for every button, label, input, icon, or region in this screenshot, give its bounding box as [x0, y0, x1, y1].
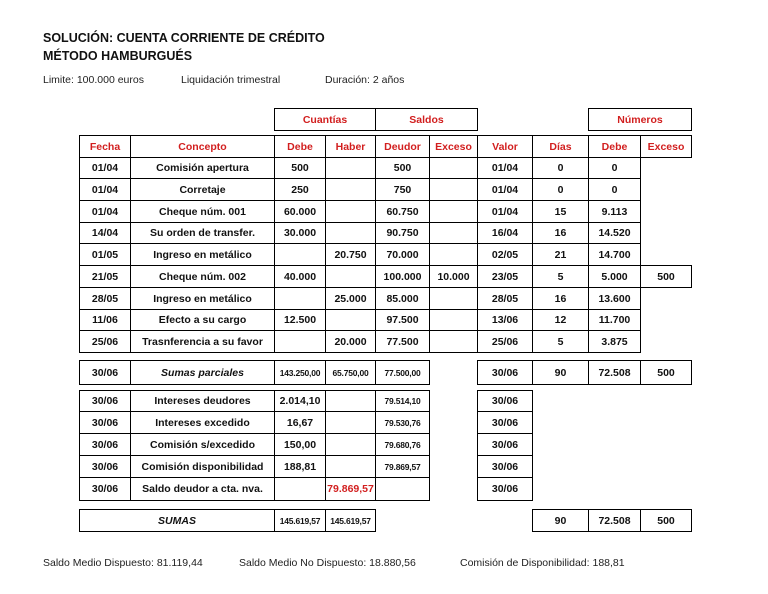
closing-debe: 2.014,10 [274, 390, 326, 412]
cell-valor: 13/06 [477, 309, 533, 331]
totals-dias: 90 [532, 509, 589, 532]
closing-valor: 30/06 [477, 477, 533, 501]
closing-fecha: 30/06 [79, 455, 131, 478]
cell-fecha: 01/04 [79, 200, 131, 223]
column-header-debe: Debe [274, 135, 326, 158]
column-header-num-exceso: Exceso [640, 135, 692, 158]
column-header-haber: Haber [325, 135, 376, 158]
column-header-deudor: Deudor [375, 135, 430, 158]
cell-exceso [429, 222, 478, 244]
closing-fecha: 30/06 [79, 477, 131, 501]
closing-concepto: Comisión s/excedido [130, 433, 275, 456]
avg-drawn-balance: Saldo Medio Dispuesto: 81.119,44 [43, 557, 203, 569]
cell-deudor: 90.750 [375, 222, 430, 244]
closing-deudor: 79.514,10 [375, 390, 430, 412]
totals-debe: 145.619,57 [274, 509, 326, 532]
cell-debe [274, 287, 326, 310]
column-header-fecha: Fecha [79, 135, 131, 158]
cell-dias: 16 [532, 287, 589, 310]
cell-exceso: 10.000 [429, 265, 478, 288]
group-header-numeros: Números [588, 108, 692, 131]
partial-dias: 90 [532, 360, 589, 385]
cell-fecha: 21/05 [79, 265, 131, 288]
cell-dias: 12 [532, 309, 589, 331]
cell-exceso [429, 200, 478, 223]
cell-valor: 01/04 [477, 178, 533, 201]
closing-debe: 150,00 [274, 433, 326, 456]
column-header-dias: Días [532, 135, 589, 158]
cell-debe: 500 [274, 157, 326, 179]
cell-debe [274, 330, 326, 353]
cell-num-debe: 0 [588, 178, 641, 201]
cell-deudor: 750 [375, 178, 430, 201]
partial-num-exceso: 500 [640, 360, 692, 385]
closing-deudor [375, 477, 430, 501]
cell-deudor: 100.000 [375, 265, 430, 288]
cell-num-debe: 0 [588, 157, 641, 179]
cell-concepto: Corretaje [130, 178, 275, 201]
settlement-text: Liquidación trimestral [181, 74, 281, 86]
cell-fecha: 14/04 [79, 222, 131, 244]
partial-debe: 143.250,00 [274, 360, 326, 385]
cell-dias: 16 [532, 222, 589, 244]
cell-valor: 23/05 [477, 265, 533, 288]
cell-fecha: 11/06 [79, 309, 131, 331]
cell-haber [325, 200, 376, 223]
cell-debe: 30.000 [274, 222, 326, 244]
cell-concepto: Su orden de transfer. [130, 222, 275, 244]
closing-fecha: 30/06 [79, 433, 131, 456]
cell-exceso [429, 309, 478, 331]
cell-concepto: Comisión apertura [130, 157, 275, 179]
cell-valor: 01/04 [477, 200, 533, 223]
cell-fecha: 01/05 [79, 243, 131, 266]
cell-concepto: Cheque núm. 002 [130, 265, 275, 288]
totals-label: SUMAS [79, 509, 275, 532]
closing-concepto: Intereses deudores [130, 390, 275, 412]
closing-debe: 16,67 [274, 411, 326, 434]
closing-haber: 79.869,57 [325, 477, 376, 501]
cell-dias: 0 [532, 178, 589, 201]
cell-fecha: 01/04 [79, 157, 131, 179]
closing-valor: 30/06 [477, 433, 533, 456]
cell-haber [325, 178, 376, 201]
cell-dias: 21 [532, 243, 589, 266]
cell-exceso [429, 157, 478, 179]
column-header-valor: Valor [477, 135, 533, 158]
partial-deudor: 77.500,00 [375, 360, 430, 385]
cell-num-exceso: 500 [640, 265, 692, 288]
cell-deudor: 60.750 [375, 200, 430, 223]
cell-num-debe: 14.700 [588, 243, 641, 266]
cell-haber: 25.000 [325, 287, 376, 310]
cell-deudor: 500 [375, 157, 430, 179]
cell-deudor: 85.000 [375, 287, 430, 310]
cell-haber [325, 309, 376, 331]
cell-num-debe: 5.000 [588, 265, 641, 288]
closing-deudor: 79.869,57 [375, 455, 430, 478]
cell-haber: 20.750 [325, 243, 376, 266]
cell-deudor: 97.500 [375, 309, 430, 331]
cell-valor: 25/06 [477, 330, 533, 353]
cell-num-debe: 3.875 [588, 330, 641, 353]
cell-concepto: Efecto a su cargo [130, 309, 275, 331]
cell-haber [325, 265, 376, 288]
limit-text: Limite: 100.000 euros [43, 74, 144, 86]
cell-dias: 5 [532, 265, 589, 288]
column-header-concepto: Concepto [130, 135, 275, 158]
cell-deudor: 70.000 [375, 243, 430, 266]
cell-exceso [429, 287, 478, 310]
cell-deudor: 77.500 [375, 330, 430, 353]
closing-concepto: Saldo deudor a cta. nva. [130, 477, 275, 501]
cell-concepto: Trasnferencia a su favor [130, 330, 275, 353]
page-title: SOLUCIÓN: CUENTA CORRIENTE DE CRÉDITO [43, 31, 325, 45]
cell-valor: 01/04 [477, 157, 533, 179]
cell-valor: 16/04 [477, 222, 533, 244]
cell-concepto: Ingreso en metálico [130, 243, 275, 266]
cell-debe: 250 [274, 178, 326, 201]
cell-haber [325, 222, 376, 244]
partial-concepto: Sumas parciales [130, 360, 275, 385]
cell-haber [325, 157, 376, 179]
closing-concepto: Comisión disponibilidad [130, 455, 275, 478]
closing-deudor: 79.530,76 [375, 411, 430, 434]
closing-debe [274, 477, 326, 501]
closing-haber [325, 411, 376, 434]
cell-debe: 60.000 [274, 200, 326, 223]
column-header-exceso: Exceso [429, 135, 478, 158]
cell-fecha: 28/05 [79, 287, 131, 310]
cell-dias: 0 [532, 157, 589, 179]
avg-undrawn-balance: Saldo Medio No Dispuesto: 18.880,56 [239, 557, 416, 569]
closing-fecha: 30/06 [79, 411, 131, 434]
closing-debe: 188,81 [274, 455, 326, 478]
totals-haber: 145.619,57 [325, 509, 376, 532]
partial-fecha: 30/06 [79, 360, 131, 385]
cell-exceso [429, 330, 478, 353]
cell-haber: 20.000 [325, 330, 376, 353]
group-header-cuantias: Cuantías [274, 108, 376, 131]
closing-fecha: 30/06 [79, 390, 131, 412]
group-header-saldos: Saldos [375, 108, 478, 131]
cell-fecha: 01/04 [79, 178, 131, 201]
cell-exceso [429, 243, 478, 266]
cell-num-debe: 13.600 [588, 287, 641, 310]
cell-num-debe: 14.520 [588, 222, 641, 244]
closing-haber [325, 390, 376, 412]
cell-valor: 02/05 [477, 243, 533, 266]
cell-valor: 28/05 [477, 287, 533, 310]
page-subtitle: MÉTODO HAMBURGUÉS [43, 49, 193, 63]
closing-haber [325, 433, 376, 456]
closing-haber [325, 455, 376, 478]
closing-deudor: 79.680,76 [375, 433, 430, 456]
closing-valor: 30/06 [477, 455, 533, 478]
availability-commission: Comisión de Disponibilidad: 188,81 [460, 557, 625, 569]
partial-haber: 65.750,00 [325, 360, 376, 385]
column-header-num-debe: Debe [588, 135, 641, 158]
cell-debe: 12.500 [274, 309, 326, 331]
closing-valor: 30/06 [477, 411, 533, 434]
partial-valor: 30/06 [477, 360, 533, 385]
totals-num-exceso: 500 [640, 509, 692, 532]
duration-text: Duración: 2 años [325, 74, 405, 86]
totals-num-debe: 72.508 [588, 509, 641, 532]
cell-concepto: Ingreso en metálico [130, 287, 275, 310]
cell-num-debe: 11.700 [588, 309, 641, 331]
partial-num-debe: 72.508 [588, 360, 641, 385]
closing-concepto: Intereses excedido [130, 411, 275, 434]
cell-num-debe: 9.113 [588, 200, 641, 223]
cell-exceso [429, 178, 478, 201]
cell-dias: 15 [532, 200, 589, 223]
cell-concepto: Cheque núm. 001 [130, 200, 275, 223]
cell-debe: 40.000 [274, 265, 326, 288]
closing-valor: 30/06 [477, 390, 533, 412]
cell-dias: 5 [532, 330, 589, 353]
cell-fecha: 25/06 [79, 330, 131, 353]
cell-debe [274, 243, 326, 266]
